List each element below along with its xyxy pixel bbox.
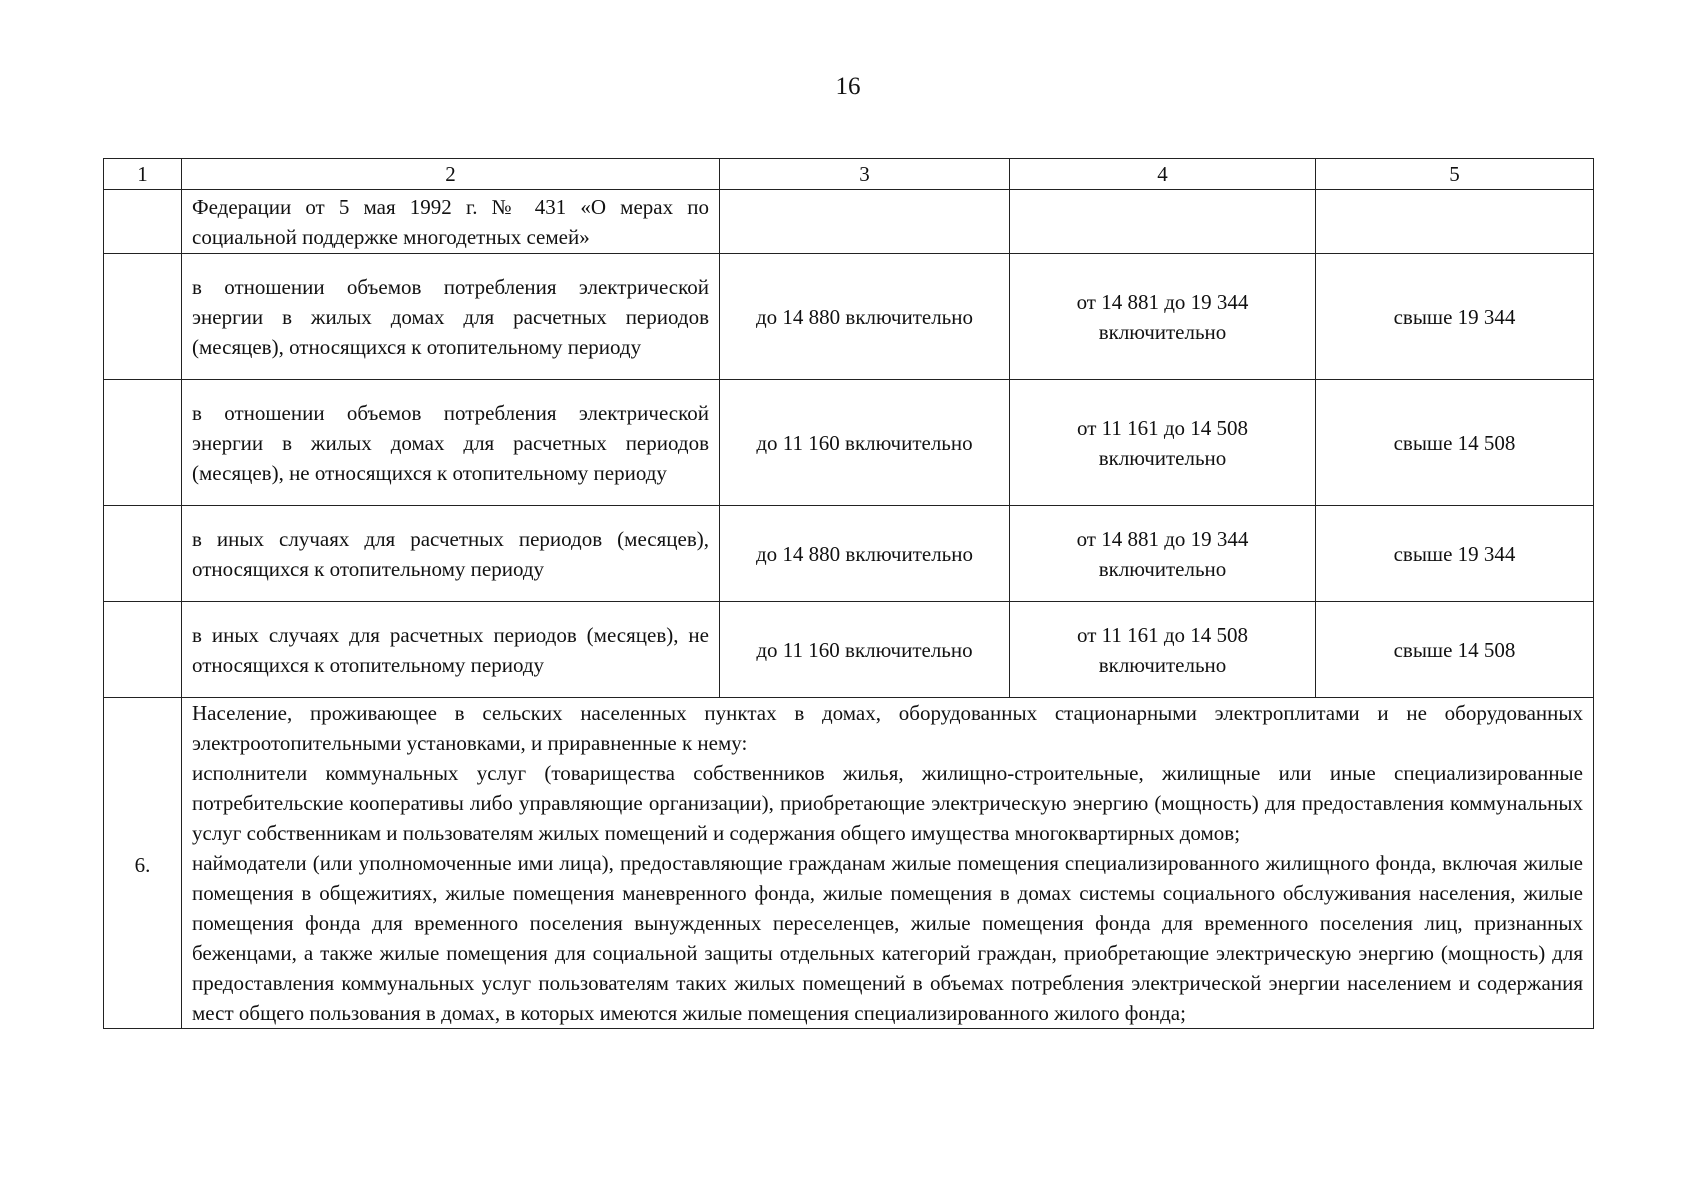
header-cell: 2	[182, 159, 720, 190]
table-row	[104, 380, 1594, 506]
header-cell: 3	[720, 159, 1010, 190]
header-cell: 4	[1010, 159, 1316, 190]
row-value-col3: до 11 160 включительно	[720, 602, 1010, 698]
row-value-col5: свыше 19 344	[1316, 254, 1594, 380]
row-value-col3	[720, 190, 1010, 254]
row-value-col4: от 14 881 до 19 344 включительно	[1010, 254, 1316, 380]
row-value-col5: свыше 19 344	[1316, 506, 1594, 602]
table-row	[104, 506, 1594, 602]
section-number: 6.	[104, 698, 182, 1029]
row-number-cell	[104, 254, 182, 380]
table-row	[104, 254, 1594, 380]
row-description: Федерации от 5 мая 1992 г. № 431 «О мерах по социальной поддержке многодетных семей»	[182, 190, 720, 254]
table-header-row	[104, 159, 1594, 190]
page-number: 16	[835, 73, 861, 100]
row-description: в отношении объемов потребления электрической энергии в жилых домах для расчетных периодов (месяцев), относящихся к отопительному периоду	[182, 254, 720, 380]
tariff-table	[103, 158, 1594, 1029]
table-row	[104, 602, 1594, 698]
row-description: в иных случаях для расчетных периодов (месяцев), относящихся к отопительному периоду	[182, 506, 720, 602]
row-value-col3: до 14 880 включительно	[720, 506, 1010, 602]
row-value-col4: от 11 161 до 14 508 включительно	[1010, 380, 1316, 506]
header-cell: 1	[104, 159, 182, 190]
row-value-col5: свыше 14 508	[1316, 380, 1594, 506]
row-number-cell	[104, 190, 182, 254]
header-cell: 5	[1316, 159, 1594, 190]
row-value-col4	[1010, 190, 1316, 254]
row-description: в иных случаях для расчетных периодов (месяцев), не относящихся к отопительному периоду	[182, 602, 720, 698]
table-row	[104, 190, 1594, 254]
section-6-paragraph: исполнители коммунальных услуг (товарищества собственников жилья, жилищно-строительные, жилищные или иные специализированные потребительские кооперативы либо управляющие организации), приобретающие электрическую энергию (мощность) для предоставления коммунальных услуг собственникам и пользователям жилых помещений и содержания общего имущества многоквартирных домов;	[192, 761, 1583, 845]
row-value-col5	[1316, 190, 1594, 254]
section-6-paragraph: наймодатели (или уполномоченные ими лица), предоставляющие гражданам жилые помещения специализированного жилищного фонда, включая жилые помещения в общежитиях, жилые помещения маневренного фонда, жилые помещения в домах системы социального обслуживания населения, жилые помещения фонда для временного поселения вынужденных переселенцев, жилые помещения фонда для временного поселения лиц, признанных беженцами, а также жилые помещения для социальной защиты отдельных категорий граждан, приобретающие электрическую энергию (мощность) для предоставления коммунальных услуг пользователям таких жилых помещений в объемах потребления электрической энергии населением и содержания мест общего пользования в домах, в которых имеются жилые помещения специализированного жилого фонда;	[192, 851, 1583, 1025]
row-number-cell	[104, 380, 182, 506]
section-6-row	[104, 698, 1594, 1029]
row-value-col4: от 14 881 до 19 344 включительно	[1010, 506, 1316, 602]
row-value-col4: от 11 161 до 14 508 включительно	[1010, 602, 1316, 698]
row-number-cell	[104, 506, 182, 602]
row-value-col3: до 11 160 включительно	[720, 380, 1010, 506]
row-number-cell	[104, 602, 182, 698]
row-description: в отношении объемов потребления электрической энергии в жилых домах для расчетных периодов (месяцев), не относящихся к отопительному периоду	[182, 380, 720, 506]
section-6-paragraph: Население, проживающее в сельских населенных пунктах в домах, оборудованных стационарными электроплитами и не оборудованных электроотопительными установками, и приравненные к нему:	[192, 701, 1583, 755]
row-value-col5: свыше 14 508	[1316, 602, 1594, 698]
row-value-col3: до 14 880 включительно	[720, 254, 1010, 380]
section-6-text	[182, 698, 1594, 1029]
